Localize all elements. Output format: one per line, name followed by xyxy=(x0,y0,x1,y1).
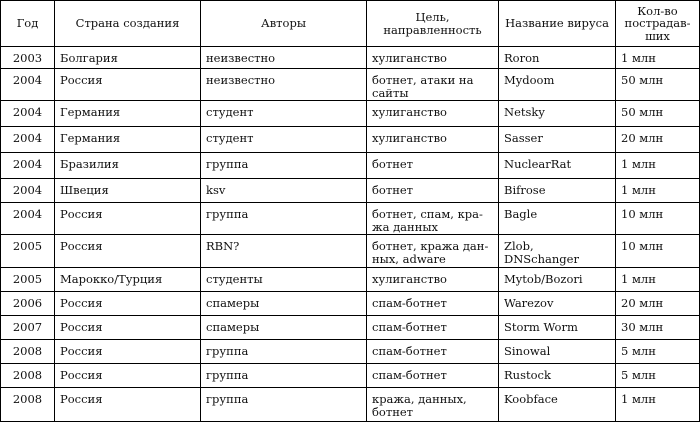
cell-year: 2005 xyxy=(1,268,55,292)
cell-year: 2003 xyxy=(1,47,55,69)
cell-authors: спамеры xyxy=(201,292,367,316)
cell-virus: Roron xyxy=(499,47,616,69)
header-victims-line: пострадав- xyxy=(624,16,691,31)
cell-country: Марокко/Турция xyxy=(55,268,201,292)
header-virus: Название вируса xyxy=(499,1,616,47)
cell-goal-line: сайты xyxy=(372,86,409,100)
cell-goal: ботнет xyxy=(367,179,499,203)
cell-victims: 1 млн xyxy=(616,153,700,179)
cell-virus: Koobface xyxy=(499,388,616,422)
cell-virus: Sinowal xyxy=(499,340,616,364)
cell-virus: Netsky xyxy=(499,101,616,127)
cell-goal-line: жа данных xyxy=(372,220,438,234)
cell-authors: группа xyxy=(201,203,367,235)
table-row xyxy=(1,292,700,316)
cell-country: Россия xyxy=(55,388,201,422)
cell-victims: 1 млн xyxy=(616,179,700,203)
cell-goal: хулиганство xyxy=(367,127,499,153)
cell-country: Германия xyxy=(55,101,201,127)
header-country: Страна создания xyxy=(55,1,201,47)
table-row xyxy=(1,101,700,127)
cell-goal xyxy=(367,69,499,101)
header-authors: Авторы xyxy=(201,1,367,47)
cell-victims: 20 млн xyxy=(616,127,700,153)
table-row xyxy=(1,203,700,235)
cell-victims: 5 млн xyxy=(616,340,700,364)
header-victims-line: Кол-во xyxy=(637,3,678,18)
cell-virus: Bifrose xyxy=(499,179,616,203)
cell-country: Россия xyxy=(55,364,201,388)
cell-virus: Zlob, DNSchanger xyxy=(499,235,616,268)
cell-virus: Rustock xyxy=(499,364,616,388)
cell-authors: группа xyxy=(201,340,367,364)
cell-virus: NuclearRat xyxy=(499,153,616,179)
cell-victims: 50 млн xyxy=(616,69,700,101)
cell-goal-line: ботнет, спам, кра- xyxy=(372,207,483,221)
cell-authors: неизвестно xyxy=(201,47,367,69)
table-row xyxy=(1,316,700,340)
cell-virus: Mytob/Bozori xyxy=(499,268,616,292)
cell-virus: Storm Worm xyxy=(499,316,616,340)
cell-victims: 5 млн xyxy=(616,364,700,388)
cell-victims: 1 млн xyxy=(616,388,700,422)
cell-goal xyxy=(367,235,499,268)
cell-goal-line: ботнет xyxy=(372,405,414,419)
table-row xyxy=(1,153,700,179)
cell-virus: Warezov xyxy=(499,292,616,316)
cell-year: 2004 xyxy=(1,127,55,153)
cell-victims: 10 млн xyxy=(616,203,700,235)
cell-goal: хулиганство xyxy=(367,268,499,292)
table-row xyxy=(1,388,700,422)
cell-authors: студенты xyxy=(201,268,367,292)
table-row xyxy=(1,127,700,153)
cell-goal-line: ботнет, атаки на xyxy=(372,73,474,87)
cell-victims: 1 млн xyxy=(616,268,700,292)
table-row xyxy=(1,235,700,268)
header-victims-line: ших xyxy=(645,28,670,43)
cell-year: 2004 xyxy=(1,153,55,179)
cell-goal-line: кража, данных, xyxy=(372,392,467,406)
cell-year: 2004 xyxy=(1,101,55,127)
header-goal-line: направленность xyxy=(383,22,482,37)
cell-victims: 20 млн xyxy=(616,292,700,316)
cell-country: Россия xyxy=(55,292,201,316)
table-row xyxy=(1,47,700,69)
cell-goal: спам-ботнет xyxy=(367,316,499,340)
cell-year: 2004 xyxy=(1,69,55,101)
cell-year: 2008 xyxy=(1,340,55,364)
cell-goal: хулиганство xyxy=(367,47,499,69)
header-victims xyxy=(616,1,700,47)
cell-authors: студент xyxy=(201,127,367,153)
cell-authors: неизвестно xyxy=(201,69,367,101)
cell-year: 2005 xyxy=(1,235,55,268)
cell-country: Бразилия xyxy=(55,153,201,179)
cell-year: 2008 xyxy=(1,388,55,422)
cell-goal-line: ных, adware xyxy=(372,252,446,266)
cell-country: Россия xyxy=(55,235,201,268)
cell-authors: студент xyxy=(201,101,367,127)
cell-country: Россия xyxy=(55,203,201,235)
cell-goal xyxy=(367,388,499,422)
cell-authors: группа xyxy=(201,364,367,388)
cell-victims: 10 млн xyxy=(616,235,700,268)
cell-country: Болгария xyxy=(55,47,201,69)
header-row xyxy=(1,1,700,47)
cell-year: 2004 xyxy=(1,203,55,235)
cell-virus: Mydoom xyxy=(499,69,616,101)
header-goal-line: Цель, xyxy=(415,10,450,24)
cell-country: Россия xyxy=(55,69,201,101)
cell-authors: ksv xyxy=(201,179,367,203)
cell-country: Россия xyxy=(55,316,201,340)
cell-goal-line: ботнет, кража дан- xyxy=(372,239,489,253)
cell-goal: спам-ботнет xyxy=(367,292,499,316)
table-row xyxy=(1,268,700,292)
table-row xyxy=(1,179,700,203)
cell-victims: 30 млн xyxy=(616,316,700,340)
cell-year: 2004 xyxy=(1,179,55,203)
table-row xyxy=(1,340,700,364)
cell-virus: Bagle xyxy=(499,203,616,235)
cell-year: 2007 xyxy=(1,316,55,340)
cell-authors: RBN? xyxy=(201,235,367,268)
cell-country: Россия xyxy=(55,340,201,364)
cell-authors: группа xyxy=(201,388,367,422)
cell-virus: Sasser xyxy=(499,127,616,153)
cell-authors: группа xyxy=(201,153,367,179)
cell-goal xyxy=(367,203,499,235)
cell-victims: 50 млн xyxy=(616,101,700,127)
table-row xyxy=(1,69,700,101)
header-goal xyxy=(367,1,499,47)
cell-country: Швеция xyxy=(55,179,201,203)
cell-year: 2008 xyxy=(1,364,55,388)
cell-year: 2006 xyxy=(1,292,55,316)
cell-victims: 1 млн xyxy=(616,47,700,69)
table-row xyxy=(1,364,700,388)
cell-goal: хулиганство xyxy=(367,101,499,127)
cell-goal: спам-ботнет xyxy=(367,340,499,364)
cell-goal: ботнет xyxy=(367,153,499,179)
cell-goal: спам-ботнет xyxy=(367,364,499,388)
cell-authors: спамеры xyxy=(201,316,367,340)
cell-country: Германия xyxy=(55,127,201,153)
header-year: Год xyxy=(1,1,55,47)
